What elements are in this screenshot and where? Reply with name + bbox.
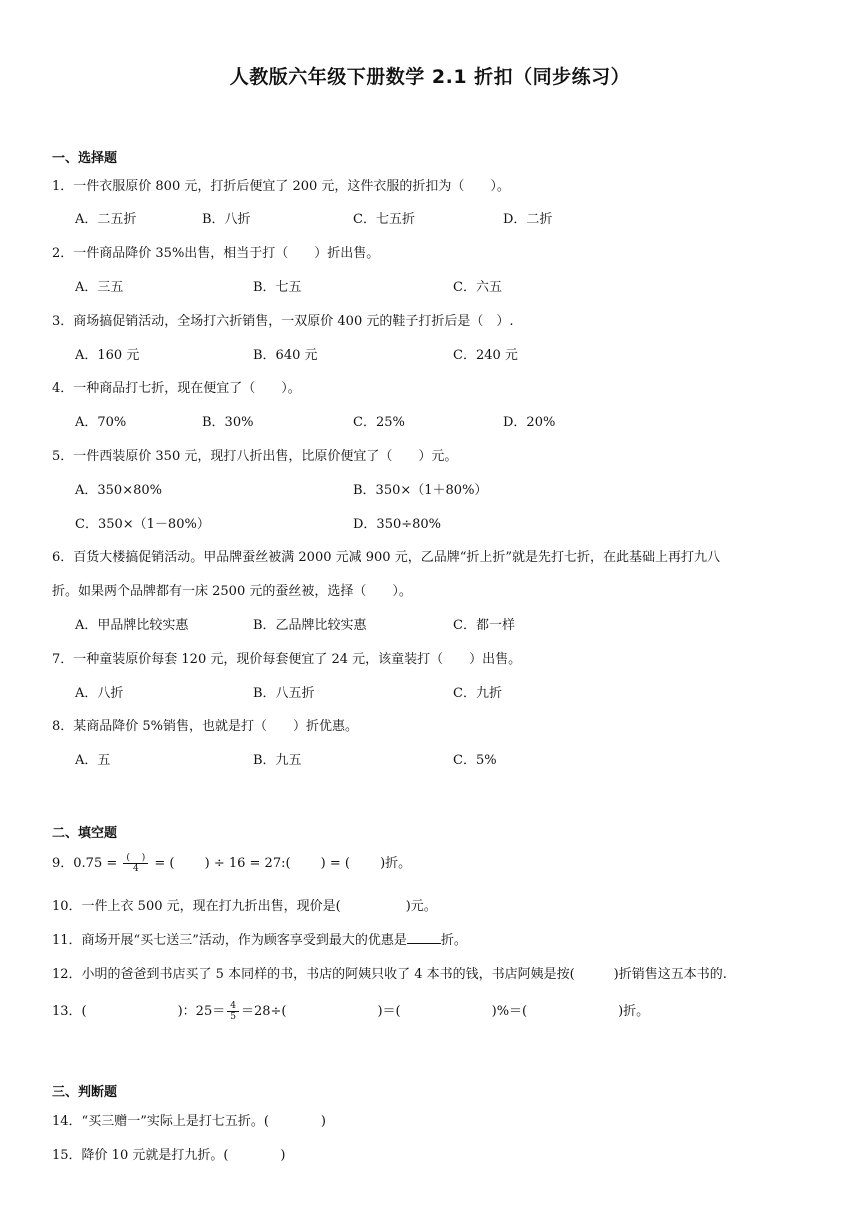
q1-option-d: D．二折 (503, 212, 553, 227)
q6-option-c: C．都一样 (453, 618, 515, 633)
page-title: 人教版六年级下册数学 2.1 折扣（同步练习） (229, 66, 631, 88)
q5-option-d: D．350÷80% (353, 517, 442, 532)
q11-text: 11．商场开展“买七送三”活动，作为顾客享受到最大的优惠是 (52, 933, 407, 948)
question-13 (52, 1000, 649, 1022)
q7-option-c: C．九折 (453, 686, 502, 701)
q4-option-a: A．70% (75, 415, 127, 430)
question-14: 14．“买三赠一”实际上是打七五折。( ) (52, 1114, 326, 1129)
q11-suffix: 折。 (440, 933, 467, 948)
question-10: 10．一件上衣 500 元，现在打九折出售，现价是( )元。 (52, 899, 437, 914)
question-3: 3．商场搞促销活动，全场打六折销售，一双原价 400 元的鞋子打折后是（ ）. (52, 314, 514, 329)
q8-option-b: B．九五 (253, 753, 302, 768)
q13-fraction-denominator: 5 (230, 1012, 236, 1022)
question-6-line-2: 折。如果两个品牌都有一床 2500 元的蚕丝被，选择（ ）。 (52, 584, 412, 599)
q3-option-a: A．160 元 (75, 348, 140, 363)
section-heading-judge: 三、判断题 (52, 1085, 118, 1100)
question-2: 2．一件商品降价 35%出售，相当于打（ ）折出售。 (52, 246, 380, 261)
q2-option-b: B．七五 (253, 280, 302, 295)
q1-option-b: B．八折 (202, 212, 251, 227)
q13-fraction (227, 1001, 239, 1022)
q3-option-b: B．640 元 (253, 348, 318, 363)
q2-option-a: A．三五 (75, 280, 124, 295)
section-heading-fill: 二、填空题 (52, 826, 118, 841)
q3-option-c: C．240 元 (453, 348, 518, 363)
q9-fraction-numerator: ( ) (123, 853, 148, 864)
q7-option-b: B．八五折 (253, 686, 315, 701)
q1-option-a: A．二五折 (75, 212, 137, 227)
q4-option-d: D．20% (503, 415, 556, 430)
q13-fraction-numerator: 4 (227, 1001, 239, 1012)
q8-option-a: A．五 (75, 753, 111, 768)
q9-fraction (123, 853, 148, 874)
q4-option-c: C．25% (353, 415, 405, 430)
q13-suffix: ＝28÷( )＝( )%＝( )折。 (240, 1004, 650, 1019)
q1-option-c: C．七五折 (353, 212, 415, 227)
question-5: 5．一件西装原价 350 元，现打八折出售，比原价便宜了（ ）元。 (52, 449, 458, 464)
question-12: 12．小明的爸爸到书店买了 5 本同样的书，书店的阿姨只收了 4 本书的钱，书店阿姨是按( )折销售这五本书的. (52, 967, 727, 982)
section-heading-choice: 一、选择题 (52, 151, 118, 166)
q11-answer-blank (407, 931, 441, 944)
q5-option-a: A．350×80% (75, 483, 162, 498)
question-8: 8．某商品降价 5%销售，也就是打（ ）折优惠。 (52, 719, 359, 734)
q4-option-b: B．30% (202, 415, 254, 430)
q13-prefix: 13．( )：25＝ (52, 1004, 226, 1019)
q7-option-a: A．八折 (75, 686, 124, 701)
question-1: 1．一件衣服原价 800 元，打折后便宜了 200 元，这件衣服的折扣为（ ）。 (52, 179, 510, 194)
question-11 (52, 929, 467, 948)
question-7: 7．一种童装原价每套 120 元，现价每套便宜了 24 元，该童装打（ ）出售。 (52, 652, 522, 667)
question-6-line-1: 6．百货大楼搞促销活动。甲品牌蚕丝被满 2000 元减 900 元，乙品牌“折上折”就是先打七折，在此基础上再打九八 (52, 550, 720, 565)
question-9 (52, 852, 411, 874)
q6-option-b: B．乙品牌比较实惠 (253, 618, 367, 633)
q9-fraction-denominator: 4 (132, 864, 139, 874)
question-15: 15．降价 10 元就是打九折。( ) (52, 1148, 286, 1163)
q5-option-c: C．350×（1－80%） (75, 517, 210, 532)
q9-prefix: 9．0.75 = (52, 856, 122, 871)
q2-option-c: C．六五 (453, 280, 502, 295)
q9-suffix: = ( ) ÷ 16 = 27:( ) = ( )折。 (150, 856, 412, 871)
q6-option-a: A．甲品牌比较实惠 (75, 618, 189, 633)
question-4: 4．一种商品打七折，现在便宜了（ ）。 (52, 381, 301, 396)
q8-option-c: C．5% (453, 753, 497, 768)
q5-option-b: B．350×（1＋80%） (353, 483, 488, 498)
